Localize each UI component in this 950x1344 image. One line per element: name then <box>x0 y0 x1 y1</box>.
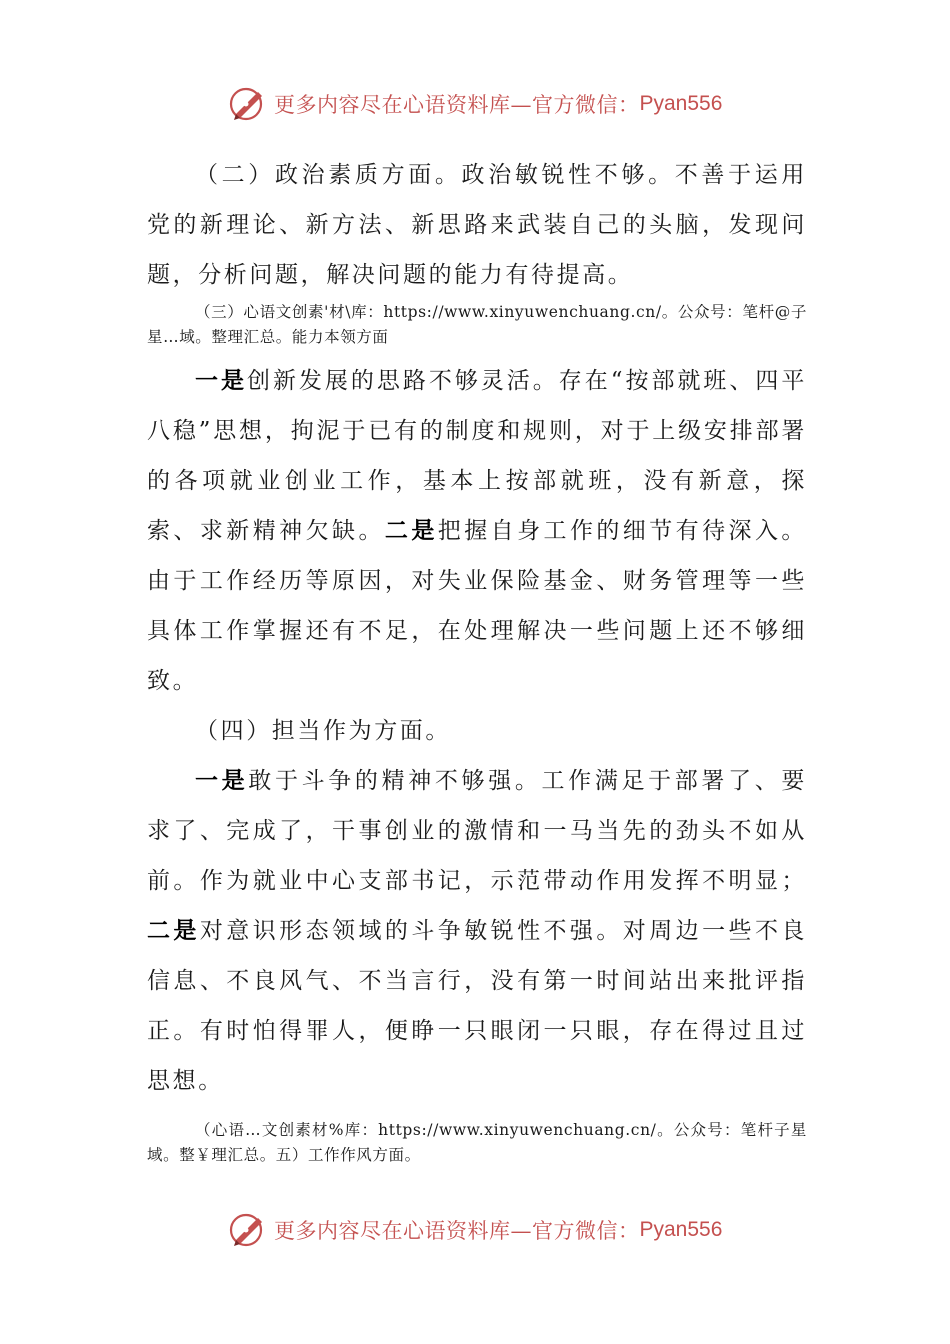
lead-first: 一是 <box>195 767 249 794</box>
pen-logo-icon <box>228 1210 268 1250</box>
lead-first: 一是 <box>195 367 247 394</box>
capability-text-1: 创新发展的思路不够灵活。存在“按部就班、四平八稳”思想，拘泥于已有的制度和规则，对于上级安排部署的各项就业创业工作，基本上按部就班，没有新意，探索、求新精神欠缺。 <box>147 368 807 544</box>
paragraph-political-quality: （二）政治素质方面。政治敏锐性不够。不善于运用党的新理论、新方法、新思路来武装自己的头脑，发现问题，分析问题，解决问题的能力有待提高。 <box>147 162 807 288</box>
footer-banner <box>228 1208 722 1252</box>
pen-logo-icon <box>228 84 268 124</box>
responsibility-text-1: 敢于斗争的精神不够强。工作满足于部署了、要求了、完成了，干事创业的激情和一马当先的劲头不如从前。作为就业中心支部书记，示范带动作用发挥不明显； <box>147 768 807 894</box>
source-note-2: （心语…文创素材%库：https://www.xinyuwenchuang.cn/。公众号：笔杆子星域。整￥理汇总。五）工作作风方面。 <box>147 1121 807 1164</box>
header-wechat-id: Pyan556 <box>639 92 723 115</box>
capability-text-2: 把握自身工作的细节有待深入。由于工作经历等原因，对失业保险基金、财务管理等一些具体工作掌握还有不足，在处理解决一些问题上还不够细致。 <box>147 518 808 694</box>
footer-wechat-id: Pyan556 <box>639 1218 723 1241</box>
lead-second: 二是 <box>384 517 438 544</box>
section-heading-responsibility: （四）担当作为方面。 <box>195 718 451 744</box>
lead-second: 二是 <box>147 917 200 944</box>
paragraph-capability <box>147 356 807 706</box>
paragraph-responsibility <box>147 756 807 1106</box>
responsibility-text-2: 对意识形态领域的斗争敏锐性不强。对周边一些不良信息、不良风气、不当言行，没有第一时间站出来批评指正。有时怕得罪人，便睁一只眼闭一只眼，存在得过且过思想。 <box>147 918 807 1094</box>
source-note-1: （三）心语文创素'材\库：https://www.xinyuwenchuang.cn/。公众号：笔杆@子星…域。整理汇总。能力本领方面 <box>147 303 807 346</box>
footer-banner-text: 更多内容尽在心语资料库—官方微信： <box>274 1219 640 1243</box>
header-banner <box>228 82 722 126</box>
document-body <box>147 150 807 1174</box>
header-banner-text: 更多内容尽在心语资料库—官方微信： <box>274 93 640 117</box>
